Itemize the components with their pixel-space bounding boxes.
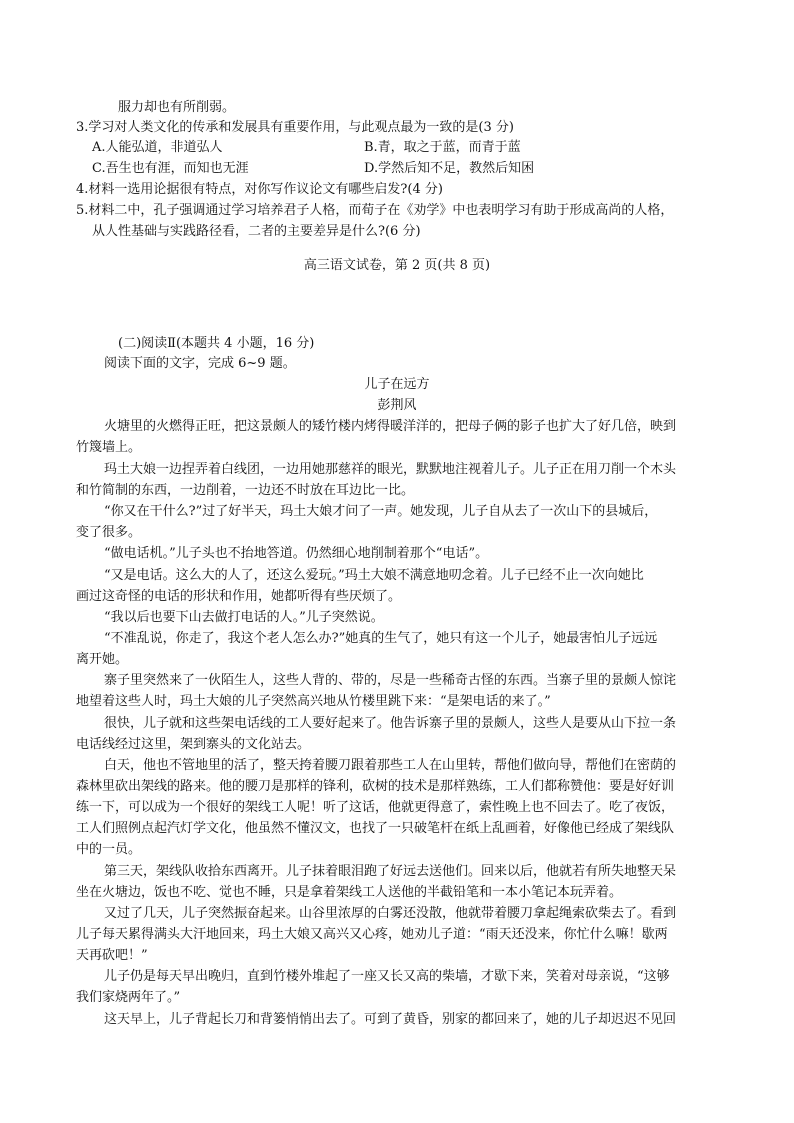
body-line: 又过了几天，儿子突然振奋起来。山谷里浓厚的白雾还没散，他就带着腰刀拿起绳索砍柴去了。看到 (104, 906, 677, 921)
text-line: 服力却也有所削弱。 (118, 100, 236, 115)
option-a: A.人能弘道，非道弘人 (92, 140, 223, 155)
page-footer: 高三语文试卷，第 2 页(共 8 页) (303, 258, 491, 273)
question-3: 3.学习对人类文化的传承和发展具有重要作用，与此观点最为一致的是(3 分) (76, 120, 514, 135)
body-line: 我们家烧两年了。” (76, 990, 181, 1005)
option-b: B.青，取之于蓝，而青于蓝 (364, 140, 521, 155)
body-line: 第三天，架线队收拾东西离开。儿子抹着眼泪跑了好远去送他们。回来以后，他就若有所失地整天呆 (104, 864, 677, 879)
option-c: C.吾生也有涯，而知也无涯 (92, 161, 249, 176)
section-instruction: 阅读下面的文字，完成 6~9 题。 (104, 356, 296, 371)
body-line: 画过这奇怪的电话的形状和作用，她都听得有些厌烦了。 (76, 589, 402, 604)
body-line: 地望着这些人时，玛土大娘的儿子突然高兴地从竹楼里跳下来：“是架电话的来了。” (76, 694, 551, 709)
body-line: 森林里砍出架线的路来。他的腰刀是那样的锋利，砍树的技术是那样熟练，工人们都称赞他：要是好好训 (76, 779, 675, 794)
body-line: 火塘里的火燃得正旺，把这景颇人的矮竹楼内烤得暖洋洋的，把母子俩的影子也扩大了好几倍，映到 (104, 419, 677, 434)
body-line: 这天早上，儿子背起长刀和背篓悄悄出去了。可到了黄昏，别家的都回来了，她的儿子却迟迟不见回 (104, 1012, 677, 1027)
body-line: “你又在干什么?”过了好半天，玛土大娘才问了一声。她发现，儿子自从去了一次山下的县城后， (104, 504, 658, 519)
body-line: 练一下，可以成为一个很好的架线工人呢！听了这话，他就更得意了，索性晚上也不回去了。吃了夜饭， (76, 800, 675, 815)
body-line: 离开她。 (76, 652, 129, 667)
body-line: “不准乱说，你走了，我这个老人怎么办?”她真的生气了，她只有这一个儿子，她最害怕儿子远远 (104, 631, 658, 646)
body-line: “做电话机。”儿子头也不抬地答道。仍然细心地削制着那个“电话”。 (104, 546, 489, 561)
question-4: 4.材料一选用论据很有特点，对你写作议论文有哪些启发?(4 分) (76, 182, 443, 197)
option-d: D.学然后知不足，教然后知困 (364, 161, 535, 176)
body-line: “我以后也要下山去做打电话的人。”儿子突然说。 (104, 610, 384, 625)
body-line: 白天，他也不管地里的活了，整天挎着腰刀跟着那些工人在山里转，帮他们做向导，帮他们在密荫的 (104, 758, 677, 773)
body-line: 坐在火塘边，饭也不吃、觉也不睡，只是拿着架线工人送他的半截铅笔和一本小笔记本玩弄着。 (76, 885, 623, 900)
body-line: 玛土大娘一边捏弄着白线团，一边用她那慈祥的眼光，默默地注视着儿子。儿子正在用刀削一个木头 (104, 462, 677, 477)
body-line: 天再砍吧！” (76, 948, 148, 963)
article-author: 彭荆风 (377, 398, 417, 413)
body-line: 和竹简制的东西，一边削着，一边还不时放在耳边比一比。 (76, 483, 415, 498)
body-line: “又是电话。这么大的人了，还这么爱玩。”玛土大娘不满意地叨念着。儿子已经不止一次向她比 (104, 568, 644, 583)
body-line: 电话线经过这里，架到寨头的文化站去。 (76, 737, 311, 752)
question-5-line-1: 5.材料二中，孔子强调通过学习培养君子人格，而荀子在《劝学》中也表明学习有助于形成高尚的人格， (76, 203, 674, 218)
question-5-line-2: 从人性基础与实践路径看，二者的主要差异是什么?(6 分) (92, 224, 421, 239)
body-line: 儿子每天累得满头大汗地回来，玛土大娘又高兴又心疼，她劝儿子道：“雨天还没来，你忙什么嘛！歇两 (76, 927, 668, 942)
body-line: 变了很多。 (76, 525, 142, 540)
body-line: 工人们照例点起汽灯学文化，他虽然不懂汉文，也找了一只破笔杆在纸上乱画着，好像他已经成了架线队 (76, 821, 675, 836)
body-line: 竹篾墙上。 (76, 440, 142, 455)
section-heading: (二)阅读Ⅱ(本题共 4 小题，16 分) (118, 336, 315, 351)
article-title: 儿子在远方 (364, 377, 430, 392)
body-line: 很快，儿子就和这些架电话线的工人要好起来了。他告诉寨子里的景颇人，这些人是要从山下拉一条 (104, 716, 677, 731)
body-line: 中的一员。 (76, 842, 142, 857)
body-line: 寨子里突然来了一伙陌生人，这些人背的、带的，尽是一些稀奇古怪的东西。当寨子里的景颇人惊诧 (104, 673, 677, 688)
body-line: 儿子仍是每天早出晚归，直到竹楼外堆起了一座又长又高的柴墙，才歇下来，笑着对母亲说，“这够 (104, 969, 670, 984)
